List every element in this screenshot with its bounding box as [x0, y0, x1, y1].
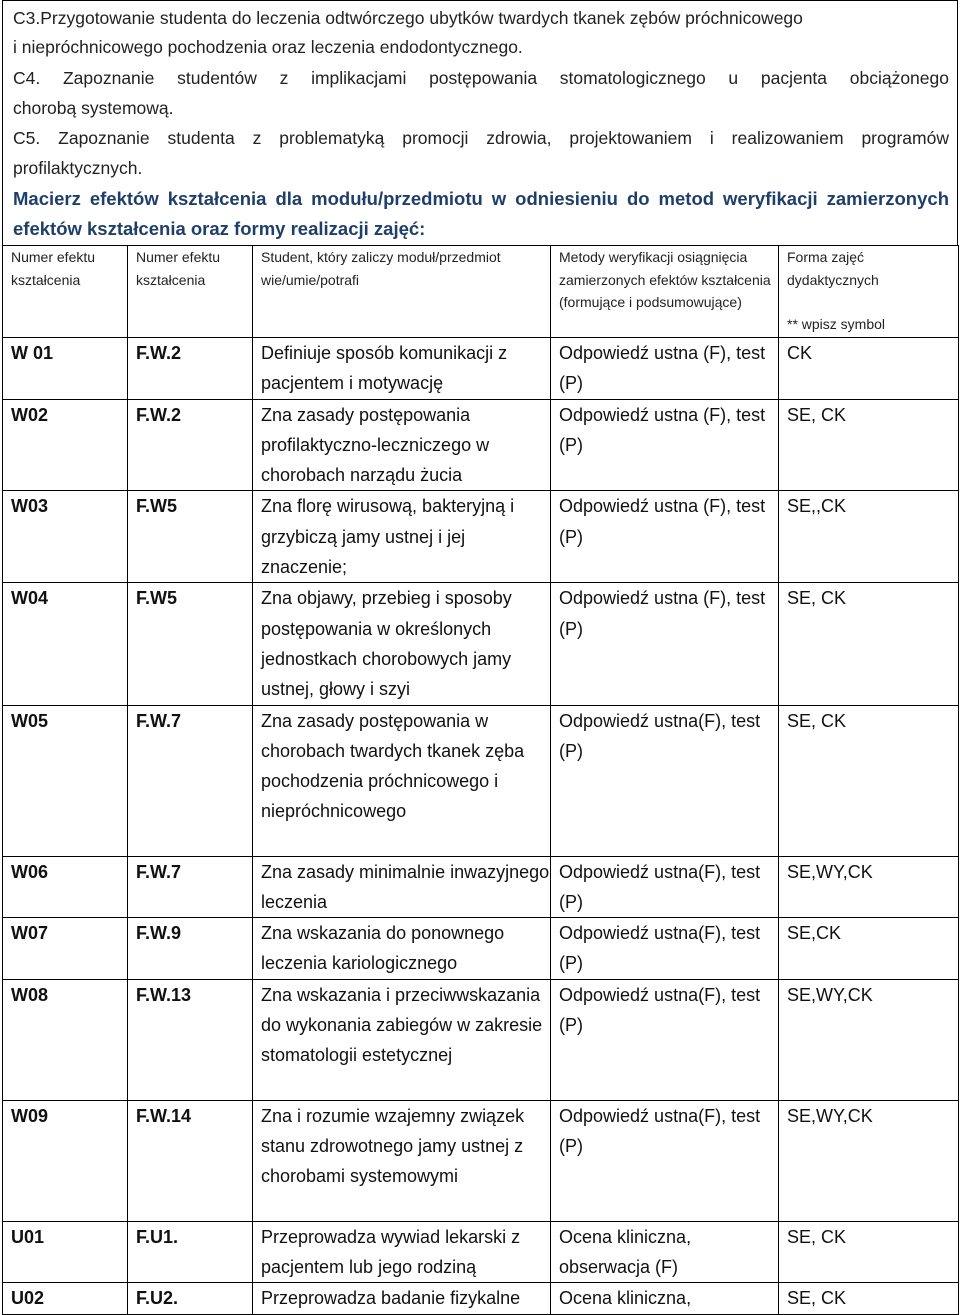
class-form-cell: SE,WY,CK [779, 1100, 959, 1221]
verification-method-cell: Odpowiedź ustna(F), test (P) [551, 918, 779, 980]
verification-method-cell: Odpowiedź ustna (F), test (P) [551, 491, 779, 583]
class-form-cell: SE, CK [779, 1221, 959, 1283]
header-class-form: Forma zajęć dydaktycznych ** wpisz symbol [779, 246, 959, 338]
effect-reference-cell: F.W.14 [128, 1100, 253, 1221]
outcome-description-cell: Przeprowadza badanie fizykalne [253, 1283, 551, 1314]
class-form-cell: SE, CK [779, 1283, 959, 1314]
effect-number-cell: W06 [3, 856, 128, 918]
verification-method-cell: Ocena kliniczna, [551, 1283, 779, 1314]
effect-number-cell: W03 [3, 491, 128, 583]
table-row [3, 918, 959, 980]
table-row [3, 399, 959, 491]
effect-number-cell: W04 [3, 583, 128, 705]
course-goals-section [2, 0, 958, 245]
goal-c4-line1: C4. Zapoznanie studentów z implikacjami postępowania stomatologicznego u pacjenta obciążonego [13, 68, 949, 88]
outcome-description-cell: Zna zasady postępowania profilaktyczno-leczniczego w chorobach narządu żucia [253, 399, 551, 491]
outcome-description-cell: Zna zasady minimalnie inwazyjnego leczenia [253, 856, 551, 918]
verification-method-cell: Odpowiedź ustna(F), test (P) [551, 1100, 779, 1221]
effect-reference-cell: F.U1. [128, 1221, 253, 1283]
outcome-description-cell: Zna i rozumie wzajemny związek stanu zdrowotnego jamy ustnej z chorobami systemowymi [253, 1100, 551, 1221]
effect-number-cell: W 01 [3, 338, 128, 400]
goal-c4-line2: chorobą systemową. [13, 98, 174, 118]
verification-method-cell: Ocena kliniczna, obserwacja (F) [551, 1221, 779, 1283]
effect-number-cell: W07 [3, 918, 128, 980]
effect-reference-cell: F.W.7 [128, 705, 253, 856]
table-row [3, 1100, 959, 1221]
effect-number-cell: W09 [3, 1100, 128, 1221]
effect-number-cell: W08 [3, 979, 128, 1100]
effect-number-cell: W05 [3, 705, 128, 856]
matrix-title-line1: Macierz efektów kształcenia dla modułu/przedmiotu w odniesieniu do metod weryfikacji zamierzonych [13, 188, 949, 209]
verification-method-cell: Odpowiedź ustna (F), test (P) [551, 399, 779, 491]
table-row [3, 856, 959, 918]
goal-c5-line2: profilaktycznych. [13, 158, 143, 178]
goal-c5-line1: C5. Zapoznanie studenta z problematyką promocji zdrowia, projektowaniem i realizowaniem programów [13, 128, 949, 148]
effect-reference-cell: F.U2. [128, 1283, 253, 1314]
outcome-description-cell: Zna wskazania i przeciwwskazania do wykonania zabiegów w zakresie stomatologii estetycznej [253, 979, 551, 1100]
class-form-cell: SE,CK [779, 918, 959, 980]
effect-number-cell: U02 [3, 1283, 128, 1314]
table-row [3, 705, 959, 856]
effect-reference-cell: F.W5 [128, 583, 253, 705]
effect-number-cell: U01 [3, 1221, 128, 1283]
verification-method-cell: Odpowiedź ustna(F), test (P) [551, 705, 779, 856]
outcome-description-cell: Zna zasady postępowania w chorobach twardych tkanek zęba pochodzenia próchnicowego i niepróchnicowego [253, 705, 551, 856]
header-symbol-note: ** wpisz symbol [787, 316, 886, 332]
class-form-cell: SE,WY,CK [779, 979, 959, 1100]
table-row [3, 491, 959, 583]
goal-c3-line1: C3.Przygotowanie studenta do leczenia odtwórczego ubytków twardych tkanek zębów próchnicowego [13, 8, 803, 28]
table-header-row [3, 246, 959, 338]
goal-c3-line2: i niepróchnicowego pochodzenia oraz leczenia endodontycznego. [13, 37, 523, 57]
class-form-cell: CK [779, 338, 959, 400]
header-effect-number: Numer efektu kształcenia [3, 246, 128, 338]
outcome-description-cell: Zna objawy, przebieg i sposoby postępowania w określonych jednostkach chorobowych jamy ustnej, głowy i szyi [253, 583, 551, 705]
outcome-description-cell: Zna florę wirusową, bakteryjną i grzybiczą jamy ustnej i jej znaczenie; [253, 491, 551, 583]
matrix-title-line2: efektów kształcenia oraz formy realizacji zajęć: [13, 218, 426, 239]
class-form-cell: SE,,CK [779, 491, 959, 583]
effect-reference-cell: F.W.7 [128, 856, 253, 918]
effect-reference-cell: F.W.2 [128, 338, 253, 400]
verification-method-cell: Odpowiedź ustna (F), test (P) [551, 338, 779, 400]
header-verification-methods: Metody weryfikacji osiągnięcia zamierzonych efektów kształcenia (formujące i podsumowujące) [551, 246, 779, 338]
outcome-description-cell: Zna wskazania do ponownego leczenia kariologicznego [253, 918, 551, 980]
table-row [3, 583, 959, 705]
outcome-description-cell: Definiuje sposób komunikacji z pacjentem i motywację [253, 338, 551, 400]
class-form-cell: SE, CK [779, 583, 959, 705]
class-form-cell: SE, CK [779, 399, 959, 491]
table-row [3, 1283, 959, 1314]
outcome-description-cell: Przeprowadza wywiad lekarski z pacjentem lub jego rodziną [253, 1221, 551, 1283]
effect-reference-cell: F.W.13 [128, 979, 253, 1100]
verification-method-cell: Odpowiedź ustna(F), test (P) [551, 979, 779, 1100]
verification-method-cell: Odpowiedź ustna (F), test (P) [551, 583, 779, 705]
effects-matrix-table [2, 245, 959, 1315]
header-student-outcome: Student, który zaliczy moduł/przedmiot wie/umie/potrafi [253, 246, 551, 338]
effect-reference-cell: F.W.2 [128, 399, 253, 491]
class-form-cell: SE,WY,CK [779, 856, 959, 918]
effect-number-cell: W02 [3, 399, 128, 491]
verification-method-cell: Odpowiedź ustna(F), test (P) [551, 856, 779, 918]
table-row [3, 338, 959, 400]
effect-reference-cell: F.W5 [128, 491, 253, 583]
table-row [3, 1221, 959, 1283]
header-effect-reference: Numer efektu kształcenia [128, 246, 253, 338]
class-form-cell: SE, CK [779, 705, 959, 856]
table-row [3, 979, 959, 1100]
effect-reference-cell: F.W.9 [128, 918, 253, 980]
